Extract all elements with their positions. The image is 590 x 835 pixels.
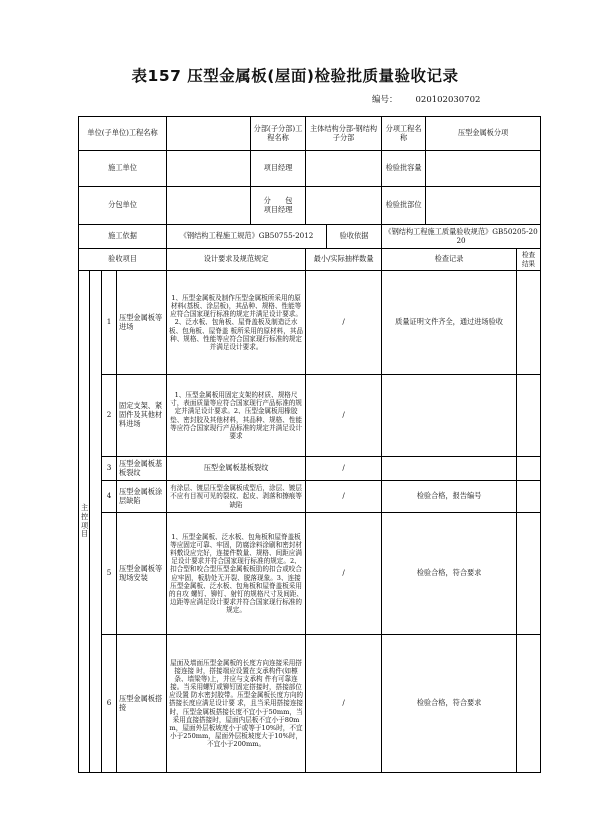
table-row (79, 513, 541, 635)
row-spec: 1、压型金属板、泛水板、包角板和屋脊盖板等应固定可靠、牢固，防腐涂料涂刷和密封材料敷设应完好，连接件数量、规格、间距应满足设计要求并符合国家现行标准的规定。2、扣合型和咬合型压型金属板板肋的扣合或咬合应牢固，板肋处无开裂、脱落现象。3、连接压型金属板、泛水板、包角板和屋脊盖板采用的自攻 螺钉、铆钉、射钉的规格尺寸及间距、边距等应满足设计要求并符合国家现行标准的规定。 (167, 513, 306, 635)
code-label: 编号： (372, 95, 398, 105)
unit-project-value[interactable] (167, 117, 251, 151)
row-number: 1 (102, 271, 117, 375)
col-sample: 最小/实际抽样数量 (306, 249, 382, 271)
row-spec: 1、压型金属板及制作压型金属板所采用的原材料(基板、涂层板)，其品种、规格、性能等应符合国家现行标准的规定并满足设计要求。2、泛水板、包角板、屋脊盖板及制造泛水板、包角板、屋脊盖 板所采用的原材料，其品种、规格、性能等应符合国家现行标准的规定并满足设计要求。 (167, 271, 306, 375)
document-title: 表157 压型金属板(屋面)检验批质量验收记录 (131, 67, 459, 85)
row-item-name: 固定支架、紧固件及其他材料进场 (117, 375, 167, 457)
table-row (79, 375, 541, 457)
row-item-name: 压型金属板基板裂纹 (117, 457, 167, 481)
batch-capacity-label: 检验批容量 (382, 151, 426, 187)
col-spec: 设计要求及规范规定 (167, 249, 306, 271)
row-record[interactable] (382, 457, 517, 481)
subitem-value[interactable]: 压型金属板分项 (426, 117, 541, 151)
row-item-name: 压型金属板等进场 (117, 271, 167, 375)
row-record[interactable] (382, 375, 517, 457)
row-record[interactable]: 检验合格，报告编号 (382, 481, 517, 513)
batch-capacity-value[interactable] (426, 151, 541, 187)
row-result[interactable] (517, 481, 541, 513)
sub-manager-label: 分 包 项目经理 (251, 187, 306, 225)
row-sample[interactable]: / (306, 481, 382, 513)
row-sample[interactable]: / (306, 375, 382, 457)
row-sample[interactable]: / (306, 635, 382, 773)
inspection-form-table (78, 116, 541, 773)
table-row (79, 271, 541, 375)
row-result[interactable] (517, 271, 541, 375)
row-spec: 压型金属板基板裂纹 (167, 457, 306, 481)
main-control-glyph: 控 (81, 511, 89, 521)
row-item-name: 压型金属板等现场安装 (117, 513, 167, 635)
main-control-glyph: 目 (81, 529, 89, 539)
row-record[interactable]: 检验合格，符合要求 (382, 635, 517, 773)
row-spec: 有涂层、镀层压型金属板成型后，涂层、镀层不应有目视可见的裂纹、起皮、剥落和擦痕等缺陷 (167, 481, 306, 513)
division-label: 分部(子分部)工程名称 (251, 117, 306, 151)
acceptance-basis-value: 《钢结构工程施工质量验收规范》GB50205-2020 (382, 225, 541, 249)
header-row-subcontractor (79, 187, 541, 225)
main-control-label (79, 271, 90, 773)
row-number: 2 (102, 375, 117, 457)
contractor-value[interactable] (167, 151, 251, 187)
row-record[interactable]: 检验合格，符合要求 (382, 513, 517, 635)
row-spec: 1、压型金属板用固定支架的材质、规格尺寸，表面质量等应符合国家现行产品标准的规定并满足设计要求。2、压型金属板用橡胶垫、密封胶及其他材料，其品种、规格、性能等应符合国家现行产品标准的规定并满足设计要求 (167, 375, 306, 457)
row-item-name: 压型金属板搭接 (117, 635, 167, 773)
col-record: 检查记录 (382, 249, 517, 271)
subitem-label: 分项工程名称 (382, 117, 426, 151)
header-row-project (79, 117, 541, 151)
document-code (372, 93, 480, 105)
header-row-basis (79, 225, 541, 249)
table-row (79, 481, 541, 513)
table-row (79, 635, 541, 773)
header-row-contractor (79, 151, 541, 187)
row-item-name: 压型金属板涂层缺陷 (117, 481, 167, 513)
col-result: 检查结果 (517, 249, 541, 271)
row-number: 4 (102, 481, 117, 513)
row-number: 5 (102, 513, 117, 635)
sub-manager-value[interactable] (306, 187, 382, 225)
row-result[interactable] (517, 513, 541, 635)
row-sample[interactable]: / (306, 513, 382, 635)
table-row (79, 457, 541, 481)
row-record[interactable]: 质量证明文件齐全，通过进场验收 (382, 271, 517, 375)
row-number: 3 (102, 457, 117, 481)
subcontractor-value[interactable] (167, 187, 251, 225)
unit-project-label: 单位(子单位)工程名称 (79, 117, 167, 151)
row-sample[interactable]: / (306, 457, 382, 481)
project-manager-label: 项目经理 (251, 151, 306, 187)
row-result[interactable] (517, 635, 541, 773)
acceptance-basis-label: 验收依据 (327, 225, 382, 249)
column-header-row (79, 249, 541, 271)
subcontractor-label: 分包单位 (79, 187, 167, 225)
code-value: 020102030702 (415, 95, 481, 105)
row-result[interactable] (517, 457, 541, 481)
basis-value: 《钢结构工程施工规范》GB50755-2012 (167, 225, 327, 249)
row-result[interactable] (517, 375, 541, 457)
contractor-label: 施工单位 (79, 151, 167, 187)
row-sample[interactable]: / (306, 271, 382, 375)
main-control-text (81, 504, 87, 539)
col-item: 验收项目 (79, 249, 167, 271)
row-spec: 屋面及墙面压型金属板的长度方向连接采用搭接连接 时，搭接端应设置在支承构件(如檩条、墙梁等)上，并应与支承构 件有可靠连接。当采用螺钉或铆钉固定搭接时，搭接部位应设置 防水密封胶带。压型金属板长度方向的搭接长度应满足设计要 求，且当采用搭接连接时，压型金属板搭接长度不宜小于50mm，当采用直接搭接时，屋面内层板不宜小于80mm，屋面外层板坡度小于或等于10%时，不宜小于250mm，屋面外层板坡度大于10%时，不宜小于200mm。 (167, 635, 306, 773)
division-value[interactable]: 主体结构分部-钢结构子分部 (306, 117, 382, 151)
blank-column (90, 271, 102, 773)
batch-location-value[interactable] (426, 187, 541, 225)
main-control-glyph: 主 (81, 502, 89, 512)
basis-label: 施工依据 (79, 225, 167, 249)
batch-location-label: 检验批部位 (382, 187, 426, 225)
row-number: 6 (102, 635, 117, 773)
main-control-glyph: 项 (81, 520, 89, 530)
project-manager-value[interactable] (306, 151, 382, 187)
